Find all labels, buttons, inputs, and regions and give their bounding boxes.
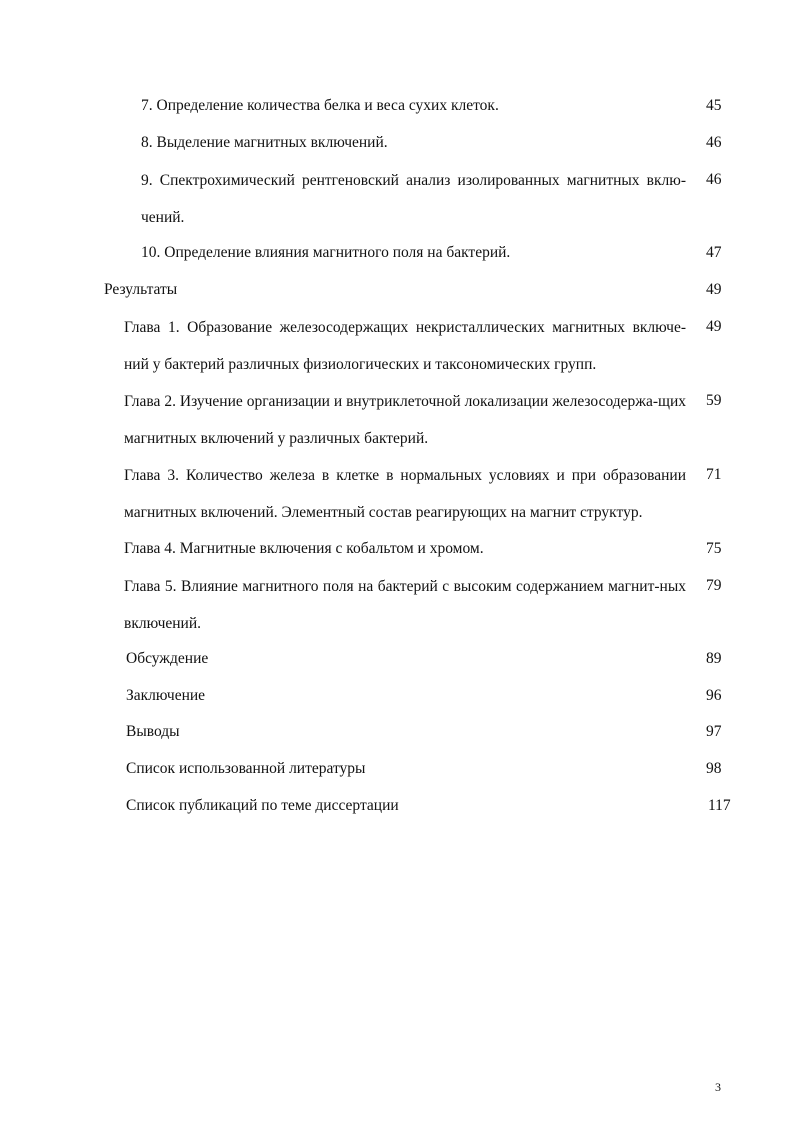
toc-entry-page: 89: [706, 650, 722, 667]
toc-entry-page: 71: [706, 466, 722, 483]
toc-entry-text: 10. Определение влияния магнитного поля на бактерий.: [141, 244, 511, 261]
toc-entry-text: Глава 2. Изучение организации и внутриклеточной локализации железосодержа-щих магнитных включений у различных бактерий.: [124, 393, 686, 447]
toc-entry-page: 79: [706, 577, 722, 594]
toc-entry-text: Глава 4. Магнитные включения с кобальтом и хромом.: [124, 540, 484, 557]
toc-entry-text: Выводы: [126, 723, 180, 740]
toc-entry-page: 59: [706, 392, 722, 409]
toc-entry-page: 49: [706, 281, 722, 298]
toc-entry-page: 47: [706, 244, 722, 261]
toc-entry-page: 97: [706, 723, 722, 740]
toc-entry-page: 96: [706, 687, 722, 704]
toc-entry-page: 117: [708, 797, 731, 814]
toc-entry-text: 7. Определение количества белка и веса сухих клеток.: [141, 97, 499, 114]
toc-entry-page: 49: [706, 318, 722, 335]
toc-entry-text: Обсуждение: [126, 650, 209, 667]
toc-entry-text: 9. Спектрохимический рентгеновский анализ изолированных магнитных вклю-чений.: [141, 172, 686, 226]
toc-entry-text: Список публикаций по теме диссертации: [126, 797, 399, 814]
page-number: 3: [715, 1080, 721, 1094]
toc-entry-text: Глава 1. Образование железосодержащих некристаллических магнитных включе-ний у бактерий различных физиологических и таксономических групп.: [124, 319, 686, 373]
toc-entry-page: 75: [706, 540, 722, 557]
toc-entry-page: 46: [706, 171, 722, 188]
toc-entry-text: 8. Выделение магнитных включений.: [141, 134, 388, 151]
toc-entry-page: 46: [706, 134, 722, 151]
toc-entry-text: Результаты: [104, 281, 178, 298]
toc-entry-text: Заключение: [126, 687, 206, 704]
toc-entry-page: 98: [706, 760, 722, 777]
toc-entry-text: Глава 5. Влияние магнитного поля на бактерий с высоким содержанием магнит-ных включений.: [124, 578, 686, 632]
toc-entry-page: 45: [706, 97, 722, 114]
toc-entry-text: Список использованной литературы: [126, 760, 366, 777]
toc-entry-text: Глава 3. Количество железа в клетке в нормальных условиях и при образовании магнитных включений. Элементный состав реагирующих на магнит структур.: [124, 467, 686, 521]
